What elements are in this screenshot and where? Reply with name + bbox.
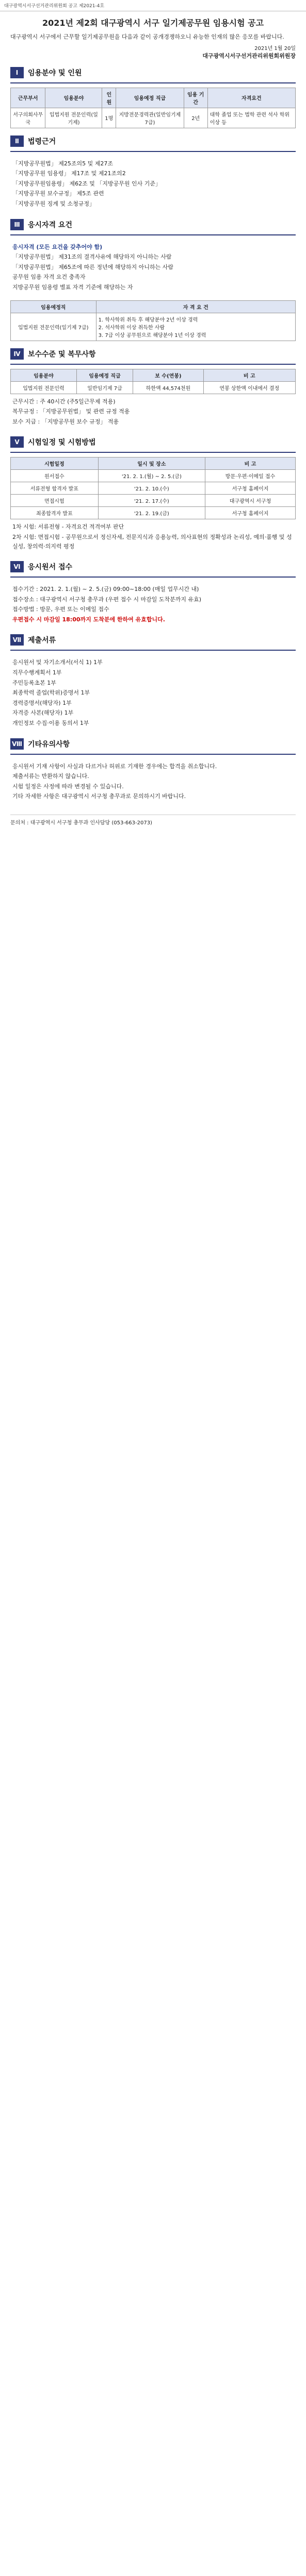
cell: '21. 2. 19.(금) (98, 507, 205, 519)
exam-method-list (0, 519, 306, 554)
section-number: Ⅰ (10, 67, 24, 78)
etc-list (0, 759, 306, 804)
qualification-list (0, 240, 306, 295)
col-header: 자격요건 (207, 88, 295, 108)
col-header: 임용예정직 (11, 300, 96, 313)
section-rule (10, 577, 296, 578)
page-title: 2021년 제2회 대구광역시 서구 일기제공무원 임용시험 공고 (42, 18, 264, 28)
list-item: 「지방공무원 임용령」 제17조 및 제21조의2 (12, 170, 126, 177)
cell: 원서접수 (11, 470, 99, 482)
list-item: 응시원서 기재 사항이 사실과 다르거나 허위로 기재한 경우에는 합격을 취소합니다. (12, 762, 217, 770)
table-header-row (11, 88, 296, 108)
table-row (11, 495, 296, 507)
table-row (11, 313, 296, 341)
duty-list (0, 394, 306, 430)
notice-date: 2021년 1월 20일 (254, 45, 296, 52)
list-item: 「지방공무원임용령」 제62조 및 「지방공무원 인사 기준」 (12, 180, 161, 187)
section-5-header (0, 436, 306, 448)
receipt-place: 접수장소 : 대구광역시 서구청 총무과 (우편 접수 시 마감일 도착분까지 유효) (12, 596, 202, 603)
table-header-row (11, 457, 296, 470)
section-3-header (0, 219, 306, 230)
section-number: Ⅵ (10, 561, 24, 572)
list-item: 「지방공무원법」 제65조에 따른 정년에 해당하지 아니하는 사람 (12, 263, 173, 270)
list-item: 「지방공무원법」 제31조의 결격사유에 해당하지 아니하는 사람 (12, 253, 172, 261)
section-4-header (0, 348, 306, 360)
list-item: 직무수행계획서 1부 (12, 669, 62, 676)
section-number: Ⅲ (10, 219, 24, 230)
section-number: Ⅷ (10, 738, 24, 750)
cell: 서구청 홈페이지 (205, 507, 296, 519)
list-item: 기타 자세한 사항은 대구광역시 서구청 총무과로 문의하시기 바랍니다. (12, 793, 186, 800)
table-header-row (11, 369, 296, 381)
cell: 지방전문경력관(일반임기제 7급) (116, 108, 184, 128)
section-number: Ⅱ (10, 135, 24, 147)
cell: 하한액 44,574천원 (133, 381, 203, 394)
table-schedule (10, 457, 296, 519)
section-rule (10, 754, 296, 755)
section-title: 기타유의사항 (28, 740, 70, 749)
table-row (11, 470, 296, 482)
cell: 입법지원 전문인력 (11, 381, 77, 394)
section-title: 응시자격 요건 (28, 221, 73, 229)
cell: 서구의회사무국 (11, 108, 45, 128)
qualification-intro: 응시자격 (모든 요건을 갖추어야 함) (12, 243, 103, 250)
issuer: 대구광역시서구선거관리위원회위원장 (202, 52, 296, 59)
list-item: 「지방공무원법」 제25조의5 및 제27조 (12, 160, 113, 167)
list-item: 자격증 사본(해당자) 1부 (12, 709, 74, 717)
cell: '21. 2. 1.(월) ~ 2. 5.(금) (98, 470, 205, 482)
receipt-method: 접수방법 : 방문, 우편 또는 이메일 접수 (12, 606, 109, 613)
intro-text: 대구광역시 서구에서 근무할 일기제공무원을 다음과 같이 공개경쟁하오니 유능한 인재의 많은 응모를 바랍니다. (10, 33, 284, 40)
col-header: 근무부서 (11, 88, 45, 108)
section-7-header (0, 634, 306, 646)
list-item: 최종학력 졸업(학위)증명서 1부 (12, 689, 90, 697)
receipt-notice: 우편접수 시 마감일 18:00까지 도착분에 한하여 유효합니다. (12, 616, 165, 623)
list-item: 경력증명서(해당자) 1부 (12, 699, 72, 706)
section-1-header (0, 67, 306, 78)
section-rule (10, 650, 296, 651)
section-rule (10, 151, 296, 152)
cell: 서류전형 합격자 발표 (11, 482, 99, 495)
page (0, 0, 306, 826)
list-item: 「지방공무원 보수규정」 제5조 관련 (12, 190, 104, 197)
col-header: 임용분야 (45, 88, 102, 108)
cell: 연봉 상한액 이내에서 결정 (203, 381, 295, 394)
section-rule (10, 452, 296, 453)
list-item: 2차 시험: 면접시험 - 공무원으로서 정신자세, 전문지식과 응용능력, 의사표현의 정확성과 논리성, 예의·품행 및 성실성, 창의력·의지력 평정 (12, 533, 292, 550)
section-title: 법령근거 (28, 137, 56, 146)
table-row (11, 108, 296, 128)
section-number: Ⅴ (10, 436, 24, 448)
law-list (0, 156, 306, 212)
cell: '21. 2. 17.(수) (98, 495, 205, 507)
list-item: 보수 지급 : 「지방공무원 보수 규정」 적용 (12, 418, 119, 425)
list-item: 지방공무원 임용령 별표 자격 기준에 해당하는 자 (12, 283, 133, 291)
cell: 서구청 홈페이지 (205, 482, 296, 495)
section-title: 제출서류 (28, 636, 56, 645)
col-header: 일시 및 장소 (98, 457, 205, 470)
col-header: 비 고 (205, 457, 296, 470)
cell: 1명 (102, 108, 116, 128)
col-header: 시험일정 (11, 457, 99, 470)
table-row (11, 482, 296, 495)
table-row (11, 507, 296, 519)
col-header: 비 고 (203, 369, 295, 381)
cell: 1. 학사학위 취득 후 해당분야 2년 이상 경력 2. 석사학위 이상 취득한 사람 3. 7급 이상 공무원으로 해당분야 1년 이상 경력 (96, 313, 295, 341)
section-8-header (0, 738, 306, 750)
col-header: 임용 기간 (184, 88, 207, 108)
cell: '21. 2. 10.(수) (98, 482, 205, 495)
receipt-period: 접수기간 : 2021. 2. 1.(월) ~ 2. 5.(금) 09:00~18:00 (매일 업무시간 내) (12, 586, 199, 593)
cell: 최종합격자 발표 (11, 507, 99, 519)
col-header: 인원 (102, 88, 116, 108)
list-item: 근무시간 : 주 40시간 (주5일근무제 적용) (12, 398, 116, 405)
cell: 입법지원 전문인력(일기제) (45, 108, 102, 128)
section-2-header (0, 135, 306, 147)
col-header: 임용예정 직급 (76, 369, 133, 381)
section-title: 응시원서 접수 (28, 563, 73, 572)
col-header: 임용예정 직급 (116, 88, 184, 108)
table-qualification (10, 300, 296, 341)
cell: 방문·우편·이메일 접수 (205, 470, 296, 482)
list-item: 응시원서 및 자기소개서(서식 1) 1부 (12, 659, 103, 666)
col-header: 임용분야 (11, 369, 77, 381)
section-title: 보수수준 및 복무사항 (28, 350, 96, 359)
list-item: 시험 일정은 사정에 따라 변경될 수 있습니다. (12, 783, 124, 790)
section-rule (10, 364, 296, 365)
cell: 일반임기제 7급 (76, 381, 133, 394)
list-item: 「지방공무원 징계 및 소청규정」 (12, 200, 95, 207)
list-item: 공무원 임용 자격 요건 충족자 (12, 274, 86, 281)
list-item: 개인정보 수집·이용 동의서 1부 (12, 720, 89, 727)
list-item: 1차 시험: 서류전형 - 자격요건 적격여부 판단 (12, 523, 124, 531)
section-number: Ⅳ (10, 348, 24, 360)
section-rule (10, 234, 296, 235)
contact-info: 문의처 : 대구광역시 서구청 총무과 인사담당 (053-663-2073) (10, 815, 296, 826)
cell: 대구광역시 서구청 (205, 495, 296, 507)
cell: 면접시험 (11, 495, 99, 507)
receipt-info (0, 582, 306, 627)
section-title: 임용분야 및 인원 (28, 69, 82, 77)
list-item: 복무규정 : 「지방공무원법」 및 관련 규정 적용 (12, 408, 130, 415)
cell: 대학 졸업 또는 법학 관련 석사 학위 이상 등 (207, 108, 295, 128)
section-title: 시험일정 및 시험방법 (28, 438, 96, 447)
table-positions (10, 88, 296, 128)
col-header: 자 격 요 건 (96, 300, 295, 313)
list-item: 주민등록초본 1부 (12, 679, 56, 686)
col-header: 보 수(연봉) (133, 369, 203, 381)
section-6-header (0, 561, 306, 572)
list-item: 제출서류는 반환하지 않습니다. (12, 773, 89, 780)
cell: 입법지원 전문인력(일기제 7급) (11, 313, 96, 341)
section-rule (10, 82, 296, 83)
table-salary (10, 369, 296, 394)
table-header-row (11, 300, 296, 313)
section-number: Ⅶ (10, 634, 24, 646)
table-row (11, 381, 296, 394)
docs-list (0, 655, 306, 731)
doc-code: 대구광역시서구선거관리위원회 공고 제2021-4호 (0, 0, 306, 11)
cell: 2년 (184, 108, 207, 128)
